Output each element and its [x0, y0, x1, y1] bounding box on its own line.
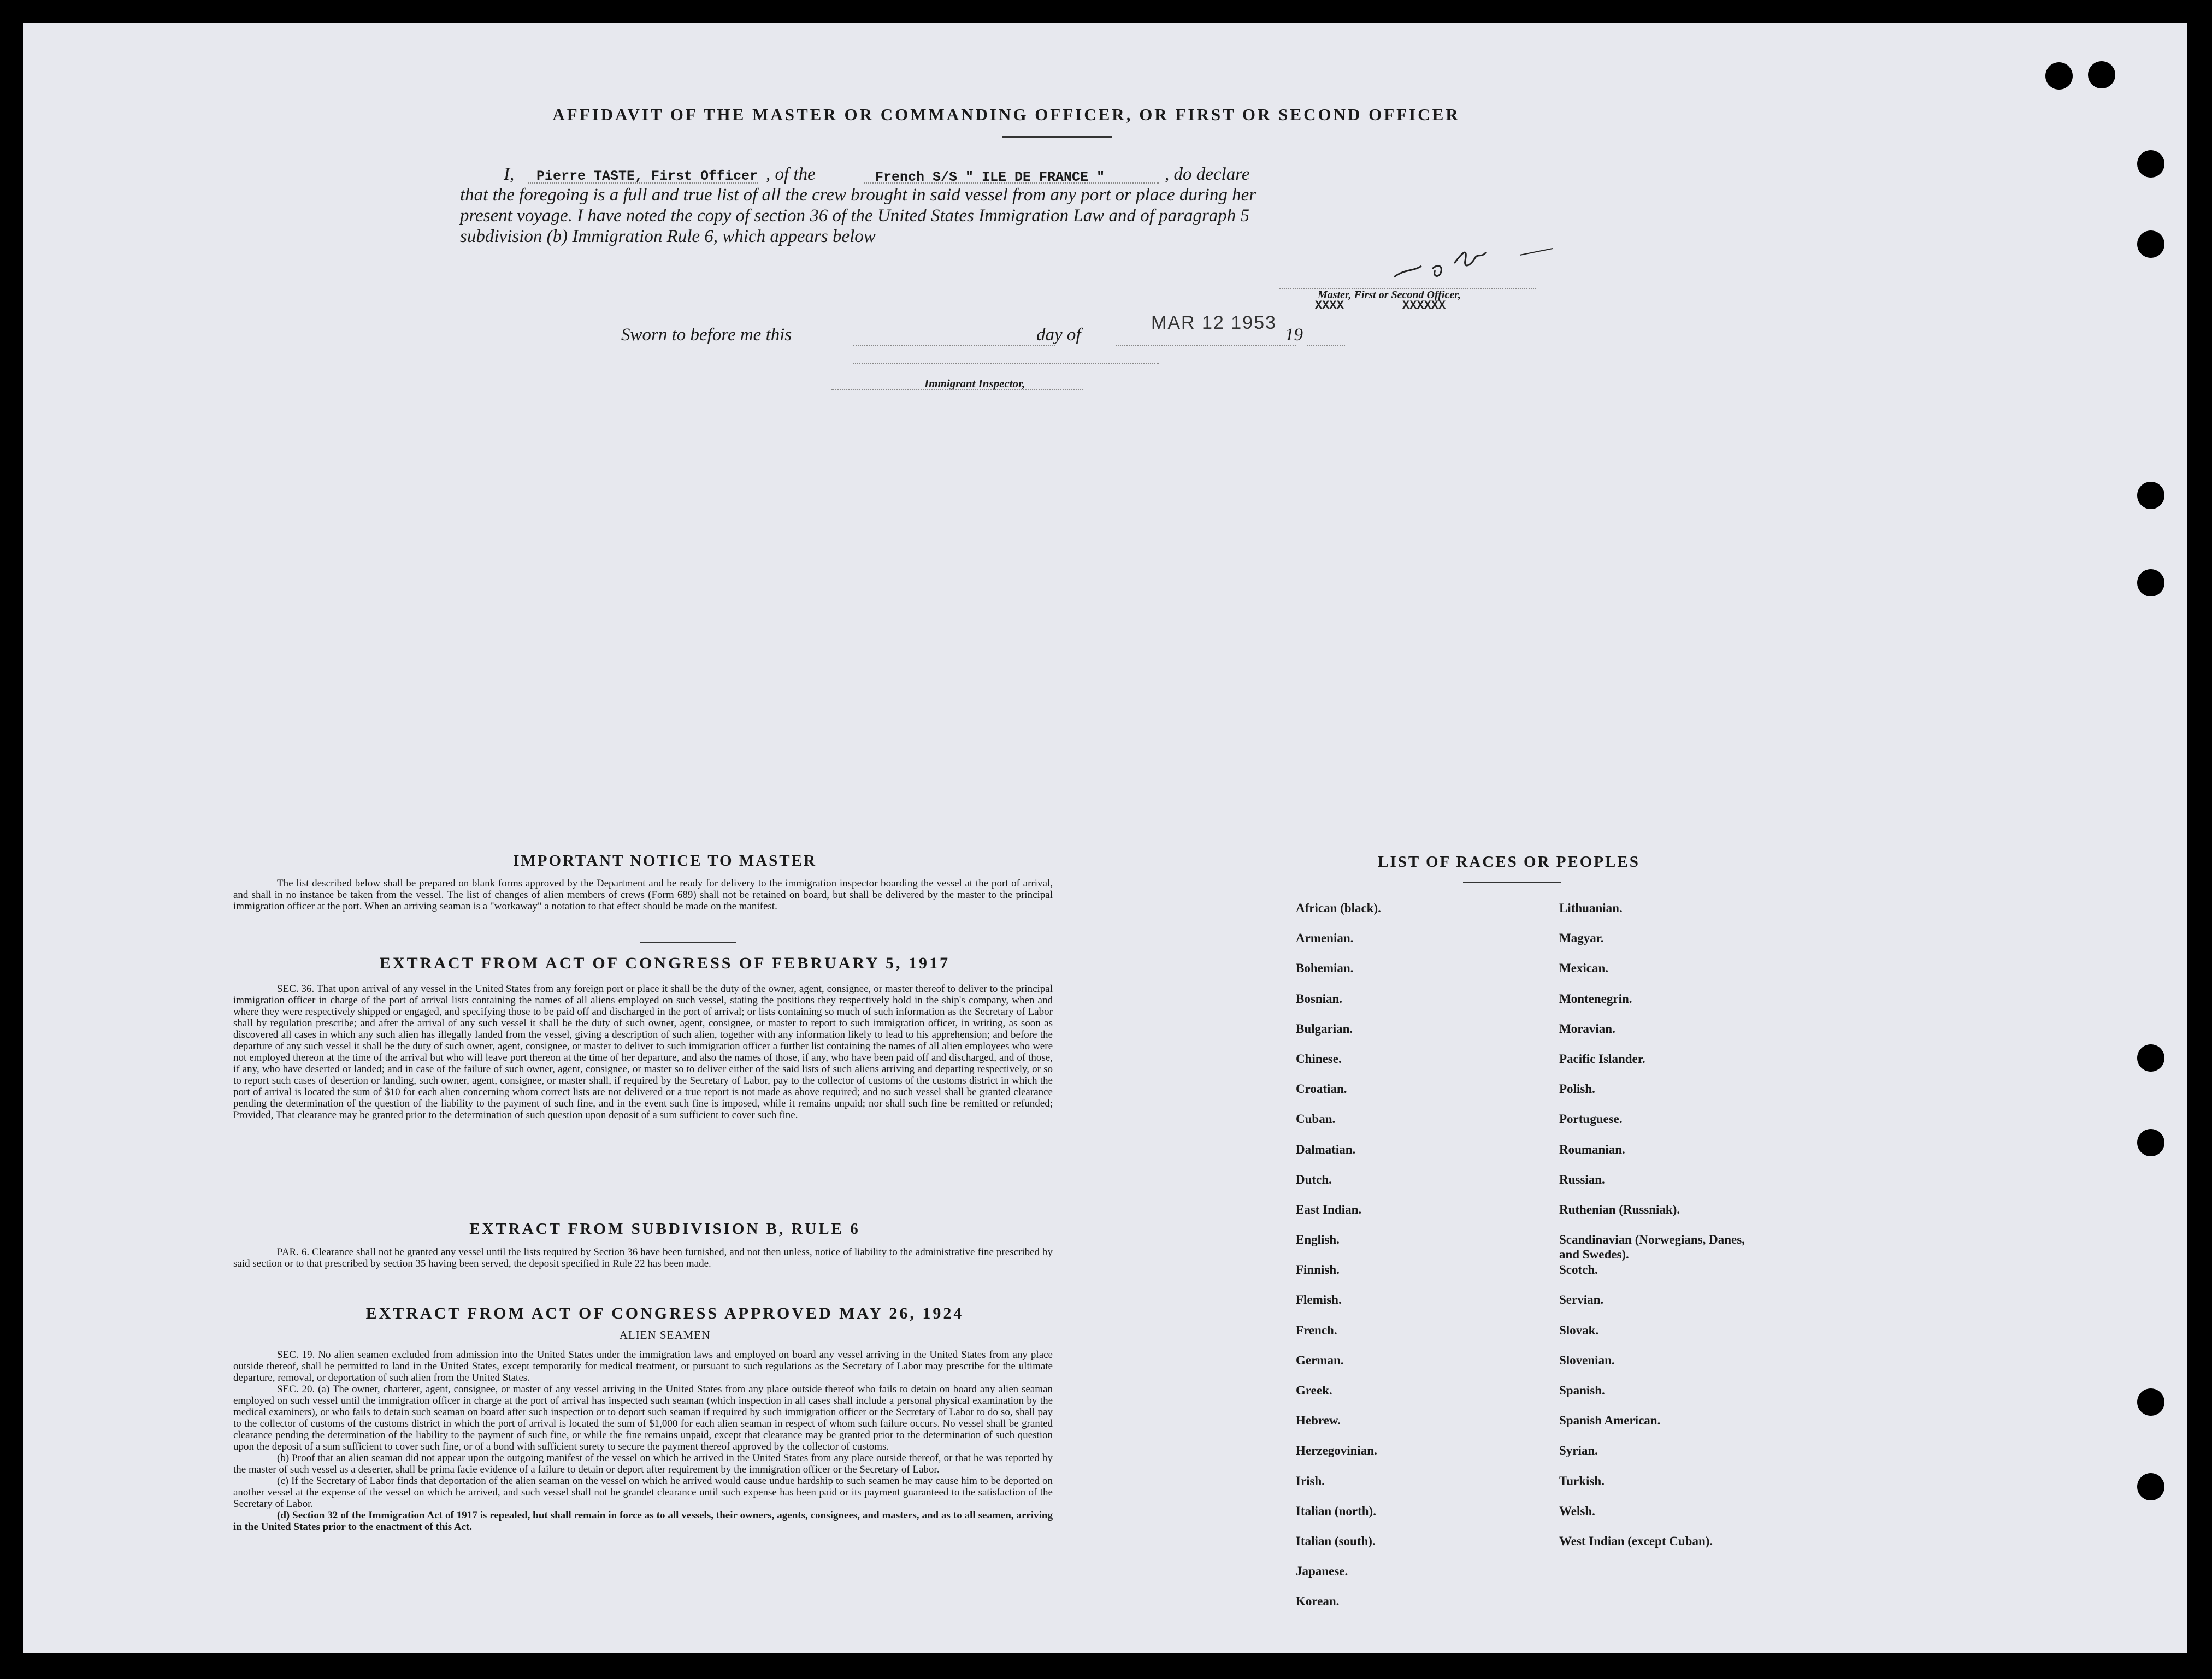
race-list-item: Scotch.: [1559, 1263, 1598, 1277]
races-title: LIST OF RACES OR PEOPLES: [1378, 853, 1640, 871]
race-list-item: Servian.: [1559, 1293, 1604, 1307]
race-list-item: Syrian.: [1559, 1444, 1598, 1458]
race-list-item: Slovenian.: [1559, 1353, 1615, 1367]
race-list-item: Dalmatian.: [1296, 1142, 1356, 1156]
race-list-item: Japanese.: [1296, 1564, 1348, 1579]
race-list-item: Polish.: [1559, 1082, 1595, 1096]
year-prefix: 19: [1285, 325, 1303, 345]
document-page: [23, 23, 2187, 1653]
races-column-1: [1296, 901, 1493, 1624]
race-list-item: Spanish American.: [1559, 1414, 1661, 1428]
extract-1924-title: EXTRACT FROM ACT OF CONGRESS APPROVED MAY 26, 1924: [365, 1304, 964, 1322]
vessel-name: French S/S " ILE DE FRANCE ": [875, 169, 1105, 185]
races-column-2: [1559, 901, 1756, 1564]
inspector-caption: Immigrant Inspector,: [924, 377, 1025, 390]
declaration-line: that the foregoing is a full and true list of all the crew brought in said vessel from any port or place during her: [460, 185, 1257, 205]
race-list-item: Magyar.: [1559, 931, 1604, 945]
race-list-item: Herzegovinian.: [1296, 1444, 1377, 1458]
divider: [1463, 882, 1561, 883]
section-20b: (b) Proof that an alien seaman did not appear upon the outgoing manifest of the vessel on which he arrived in the United States from any place outside thereof, or that he was reported by the master of such vessel as a deserter, shall be prima facie evidence of a failure to detain or deport after requirement by the immigration officer or the Secretary of Labor.: [233, 1452, 1053, 1475]
race-list-item: Chinese.: [1296, 1051, 1342, 1066]
race-list-item: West Indian (except Cuban).: [1559, 1534, 1713, 1548]
race-list-item: Bohemian.: [1296, 961, 1354, 976]
date-stamp: MAR 12 1953: [1151, 312, 1277, 333]
race-list-item: Korean.: [1296, 1594, 1340, 1609]
race-list-item: Italian (south).: [1296, 1534, 1376, 1548]
signature-caption: Master, First or Second Officer,: [1318, 289, 1461, 301]
punch-hole-icon: [2137, 1473, 2164, 1500]
declaration-line: subdivision (b) Immigration Rule 6, which appears below: [460, 227, 876, 246]
race-list-item: Slovak.: [1559, 1323, 1599, 1337]
race-list-item: African (black).: [1296, 901, 1381, 915]
race-list-item: Mexican.: [1559, 961, 1609, 976]
punch-hole-icon: [2137, 1129, 2164, 1156]
punch-hole-icon: [2088, 61, 2115, 88]
race-list-item: Greek.: [1296, 1384, 1332, 1397]
divider: [1002, 136, 1112, 138]
race-list-item: Irish.: [1296, 1474, 1325, 1488]
rule6-body: PAR. 6. Clearance shall not be granted any vessel until the lists required by Section 36 have been furnished, and not then unless, notice of liability to the administrative fine prescribed by said section or to that prescribed by section 35 having been served, the deposit specified in Rule 22 has been made.: [233, 1246, 1053, 1269]
punch-hole-icon: [2137, 1044, 2164, 1072]
affidavit-title: AFFIDAVIT OF THE MASTER OR COMMANDING OFFICER, OR FIRST OR SECOND OFFICER: [552, 105, 1460, 124]
race-list-item: Ruthenian (Russniak).: [1559, 1202, 1680, 1216]
race-list-item: Croatian.: [1296, 1082, 1347, 1096]
race-list-item: Moravian.: [1559, 1021, 1615, 1036]
race-list-item: Turkish.: [1559, 1474, 1605, 1488]
extract-1917-title: EXTRACT FROM ACT OF CONGRESS OF FEBRUARY 5, 1917: [379, 954, 951, 972]
race-list-item: Montenegrin.: [1559, 991, 1632, 1006]
punch-hole-icon: [2137, 1388, 2164, 1416]
declaration-of-the: , of the: [766, 164, 816, 184]
race-list-item: Bulgarian.: [1296, 1021, 1353, 1036]
punch-hole-icon: [2137, 569, 2164, 596]
race-list-item: Bosnian.: [1296, 991, 1343, 1006]
divider: [640, 942, 736, 943]
race-list-item: Roumanian.: [1559, 1142, 1625, 1156]
sworn-text: Sworn to before me this: [621, 325, 792, 345]
race-list-item: Hebrew.: [1296, 1414, 1341, 1428]
punch-hole-icon: [2137, 482, 2164, 509]
punch-hole-icon: [2137, 150, 2164, 178]
race-list-item: Flemish.: [1296, 1293, 1342, 1307]
declaration-i: I,: [504, 164, 515, 184]
extract-1924-body: [233, 1349, 1053, 1533]
race-list-item: Spanish.: [1559, 1384, 1605, 1397]
race-list-item: Scandinavian (Norwegians, Danes, and Swedes).: [1559, 1233, 1745, 1262]
race-list-item: German.: [1296, 1353, 1344, 1367]
struck-title: XXXX: [1315, 299, 1344, 312]
race-list-item: Cuban.: [1296, 1112, 1336, 1126]
punch-hole-icon: [2137, 230, 2164, 258]
officer-name: Pierre TASTE, First Officer: [536, 168, 758, 184]
day-of-text: day of: [1036, 325, 1081, 345]
struck-title: XXXXXX: [1402, 299, 1446, 312]
declaration-line: present voyage. I have noted the copy of section 36 of the United States Immigration Law and of paragraph 5: [460, 206, 1250, 226]
extract-1917-body: SEC. 36. That upon arrival of any vessel in the United States from any foreign port or place it shall be the duty of the owner, agent, consignee, or master thereof to deliver to the principal immigration officer in charge of the port of arrival lists containing the names of all aliens employed on such vessel, stating the positions they respectively hold in the ship's company, when and where they were respectively shipped or engaged, and specifying those to be paid off and discharged in the port of arrival; or lists containing so much of such information as the Secretary of Labor shall by regulation prescribe; and after the arrival of any such vessel it shall be the duty of such owner, agent, consignee, or master to report to such immigration officer, in writing, as soon as discovered all cases in which any such alien has illegally landed from the vessel, giving a description of such alien, together with any information likely to lead to his apprehension; and before the departure of any such vessel it shall be the duty of such owner, agent, consignee, or master to deliver to such immigration officer a further list containing the names of all alien employees who were not employed thereon at the time of the arrival but who will leave port thereon at the time of her departure, and also the names of those, if any, who have been paid off and discharged, and of those, if any, who have deserted or landed; and in case of the failure of such owner, agent, consignee, or master so to deliver either of the said lists of such aliens arriving and departing respectively, or so to report such cases of desertion or landing, such owner, agent, consignee, or master shall, if required by the Secretary of Labor, pay to the collector of customs of the customs district in which the port of arrival is located the sum of $10 for each alien concerning whom correct lists are not delivered or a true report is not made as above required; and no such vessel shall be granted clearance pending the determination of the question of the liability to the payment of such fine, and in the event such fine is imposed, while it remains unpaid; nor shall such fine be remitted or refunded; Provided, That clearance may be granted prior to the determination of such question upon deposit of a sum sufficient to cover such fine.: [233, 983, 1053, 1121]
declaration: [460, 164, 1553, 247]
section-19: SEC. 19. No alien seamen excluded from admission into the United States under the immigration laws and employed on board any vessel arriving in the United States from any place outside thereof, shall be permitted to land in the United States, except temporarily for medical treatment, or pursuant to such regulations as the Secretary of Labor may prescribe for the ultimate departure, removal, or deportation of such alien from the United States.: [233, 1349, 1053, 1384]
section-20c: (c) If the Secretary of Labor finds that deportation of the alien seaman on the vessel on which he arrived would cause undue hardship to such seamen he may cause him to be deported on another vessel at the expense of the vessel on which he arrived, and such vessel shall not be grandet clearance until such expense has been paid or its payment guaranteed to the satisfaction of the Secretary of Labor.: [233, 1475, 1053, 1510]
rule6-title: EXTRACT FROM SUBDIVISION B, RULE 6: [469, 1220, 860, 1238]
race-list-item: Russian.: [1559, 1172, 1605, 1186]
race-list-item: East Indian.: [1296, 1202, 1362, 1216]
alien-seamen-subtitle: ALIEN SEAMEN: [619, 1328, 711, 1341]
race-list-item: Portuguese.: [1559, 1112, 1623, 1126]
punch-hole-icon: [2045, 62, 2073, 90]
race-list-item: Finnish.: [1296, 1263, 1340, 1277]
race-list-item: Lithuanian.: [1559, 901, 1623, 915]
race-list-item: English.: [1296, 1233, 1340, 1247]
race-list-item: Italian (north).: [1296, 1504, 1376, 1518]
race-list-item: Dutch.: [1296, 1172, 1332, 1186]
race-list-item: Armenian.: [1296, 931, 1354, 945]
race-list-item: Welsh.: [1559, 1504, 1595, 1518]
section-20d: (d) Section 32 of the Immigration Act of 1917 is repealed, but shall remain in force as to all vessels, their owners, agents, consignees, and masters, and as to all seamen, arriving in the United States prior to the enactment of this Act.: [233, 1510, 1053, 1533]
race-list-item: Pacific Islander.: [1559, 1051, 1645, 1066]
notice-title: IMPORTANT NOTICE TO MASTER: [513, 852, 817, 870]
race-list-item: French.: [1296, 1323, 1337, 1337]
declaration-declare: , do declare: [1165, 164, 1250, 184]
section-20a: SEC. 20. (a) The owner, charterer, agent, consignee, or master of any vessel arriving in the United States from any place outside thereof who fails to detain on board any alien seaman employed on such vessel until the immigration officer in charge at the port of arrival has inspected such seaman (which inspection in all cases shall include a personal physical examination by the medical examiners), or who fails to detain such seaman on board after such inspection or to deport such seaman if required by such immigration officer or the Secretary of Labor to do so, shall pay to the collector of customs of the customs district in which the port of arrival is located the sum of $1,000 for each alien seaman in respect of whom such failure occurs. No vessel shall be granted clearance pending the determination of the liability to the payment of such fine, or while the fine remains unpaid, except that clearance may be granted prior to the determination of such question upon the deposit of a sum sufficient to cover such fine, or of a bond with sufficient surety to secure the payment thereof approved by the collector of customs.: [233, 1384, 1053, 1452]
notice-body: The list described below shall be prepared on blank forms approved by the Department and be ready for delivery to the immigration inspector boarding the vessel at the port of arrival, and shall in no instance be taken from the vessel. The list of changes of alien members of crews (Form 689) shall not be retained on board, but shall be delivered by the master to the principal immigration officer at the port. When an arriving seaman is a "workaway" a notation to that effect should be made on the manifest.: [233, 878, 1053, 912]
